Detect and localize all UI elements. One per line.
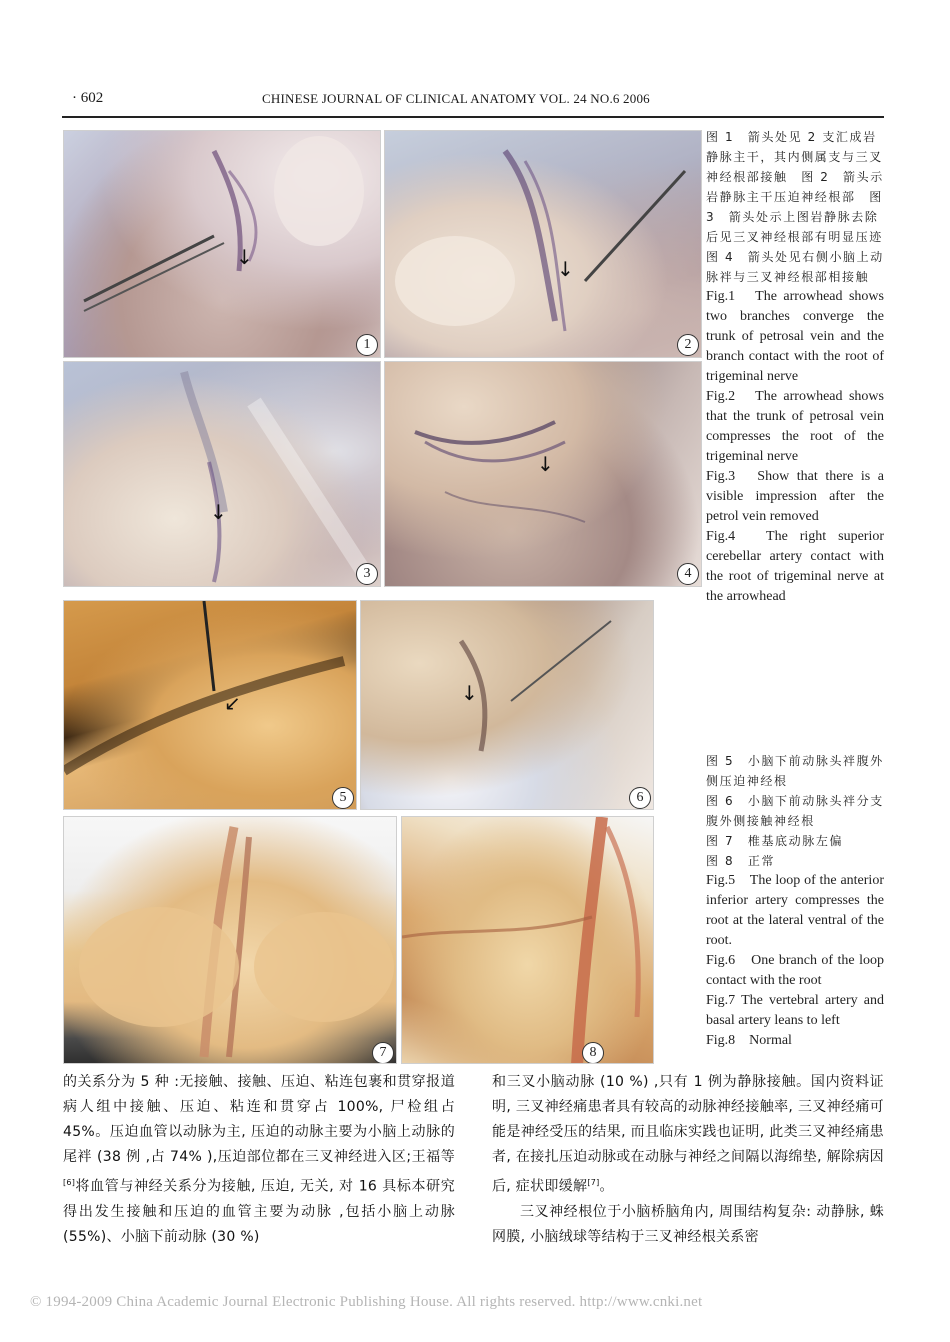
figure-4-arrow: ↓ <box>537 452 554 476</box>
figure-2-vessels <box>385 131 702 358</box>
body-right-paragraph-2: 三叉神经根位于小脑桥脑角内, 周围结构复杂: 动静脉, 蛛网膜, 小脑绒球等结构于三叉神经根关系密 <box>492 1203 884 1245</box>
page-header <box>62 86 884 118</box>
body-right-column <box>492 1070 884 1250</box>
body-right-text: 和三叉小脑动脉 (10 %) ,只有 1 例为静脉接触。国内资料证明, 三叉神经痛患者具有较高的动脉神经接触率, 三叉神经痛可能是神经受压的结果, 而且临床实践也证明, 此类三叉神经痛患者, 在接扎压迫动脉或在动脉与神经之间隔以海绵垫, 解除病因后, 症状即缓解 <box>492 1074 884 1195</box>
figure-2-label: 2 <box>677 334 699 356</box>
caption-fig3-en: Fig.3 Show that there is a visible impression after the petrol vein removed <box>706 469 884 524</box>
caption-fig2-en: Fig.2 The arrowhead shows that the trunk of petrosal vein compresses the root of the trigeminal nerve <box>706 389 884 464</box>
caption-fig7-zh: 图 7 椎基底动脉左偏 <box>706 834 844 848</box>
figure-3-label: 3 <box>356 563 378 585</box>
caption-fig5-en: Fig.5 The loop of the anterior inferior artery compresses the root at the lateral ventral of the root. <box>706 873 884 948</box>
caption-fig8-en: Fig.8 Normal <box>706 1033 792 1048</box>
figure-8-label: 8 <box>582 1042 604 1064</box>
figure-2-arrow: ↓ <box>557 257 574 281</box>
figure-8-photo <box>401 816 654 1064</box>
figure-5-label: 5 <box>332 787 354 809</box>
figure-7-label: 7 <box>372 1042 394 1064</box>
caption-figures-1-4 <box>706 127 897 607</box>
body-left-paragraph <box>63 1070 455 1250</box>
body-left-text: 的关系分为 5 种 :无接触、接触、压迫、粘连包裹和贯穿报道病人组中接触、压迫、粘连和贯穿占 100%, 尸检组占 45%。压迫血管以动脉为主, 压迫的动脉主要为小脑上动脉的尾袢 (38 例 ,占 74% ),压迫部位都在三叉神经进入区;王福等 <box>63 1074 455 1165</box>
caption-fig1-en: Fig.1 The arrowhead shows two branches converge the trunk of petrosal vein and the branch contact with the root of trigeminal nerve <box>706 289 884 384</box>
figure-4-photo <box>384 361 702 587</box>
figure-7-vessels <box>64 817 397 1064</box>
journal-title: CHINESE JOURNAL OF CLINICAL ANATOMY VOL. 24 NO.6 2006 <box>262 91 650 106</box>
figure-8-vessels <box>402 817 654 1064</box>
figure-3-vessels <box>64 362 381 587</box>
figure-4-label: 4 <box>677 563 699 585</box>
figure-2-photo <box>384 130 702 358</box>
figure-1-arrow: ↓ <box>236 245 253 269</box>
figure-6-vessels <box>361 601 654 810</box>
figure-5-vessels <box>64 601 357 810</box>
figure-3-photo <box>63 361 381 587</box>
body-left-text-rest: 将血管与神经关系分为接触, 压迫, 无关, 对 16 具标本研究得出发生接触和压迫的血管主要为动脉 ,包括小脑上动脉 (55%)、小脑下前动脉 (30 %) <box>63 1178 455 1245</box>
body-right-text-end: 。 <box>599 1178 614 1195</box>
figure-7-photo <box>63 816 397 1064</box>
figure-3-arrow: ↓ <box>210 500 227 524</box>
figure-6-arrow: ↓ <box>461 681 478 705</box>
figure-1-photo <box>63 130 381 358</box>
figure-1-vessels <box>64 131 381 358</box>
citation-7: [7] <box>587 1178 600 1187</box>
page-number: · 602 <box>72 90 104 106</box>
citation-6: [6] <box>63 1178 76 1187</box>
caption-top-zh: 图 1 箭头处见 2 支汇成岩静脉主干，其内侧属支与三叉神经根部接触 图 2 箭头示岩静脉主干压迫神经根部 图 3 箭头处示上图岩静脉去除后见三叉神经根部有明显压迹 图 4 箭头处见右侧小脑上动脉袢与三叉神经根部相接触 <box>706 130 897 284</box>
caption-fig7-en: Fig.7 The vertebral artery and basal artery leans to left <box>706 993 884 1028</box>
figure-5-arrow: ↙ <box>224 691 241 715</box>
figure-5-photo <box>63 600 357 810</box>
figure-1-label: 1 <box>356 334 378 356</box>
caption-fig6-en: Fig.6 One branch of the loop contact with the root <box>706 953 884 988</box>
copyright-footer: © 1994-2009 China Academic Journal Electronic Publishing House. All rights reserved. http://www.cnki.net <box>30 1294 703 1310</box>
caption-fig4-en: Fig.4 The right superior cerebellar artery contact with the root of trigeminal nerve at the arrowhead <box>706 529 884 604</box>
figure-6-photo <box>360 600 654 810</box>
figure-6-label: 6 <box>629 787 651 809</box>
caption-fig5-zh: 图 5 小脑下前动脉头袢腹外侧压迫神经根 <box>706 754 884 788</box>
body-right-paragraph-1 <box>492 1070 884 1200</box>
body-left-column <box>63 1070 455 1250</box>
caption-fig8-zh: 图 8 正常 <box>706 854 776 868</box>
caption-figures-5-8 <box>706 751 884 1051</box>
caption-fig6-zh: 图 6 小脑下前动脉头袢分支腹外侧接触神经根 <box>706 794 884 828</box>
